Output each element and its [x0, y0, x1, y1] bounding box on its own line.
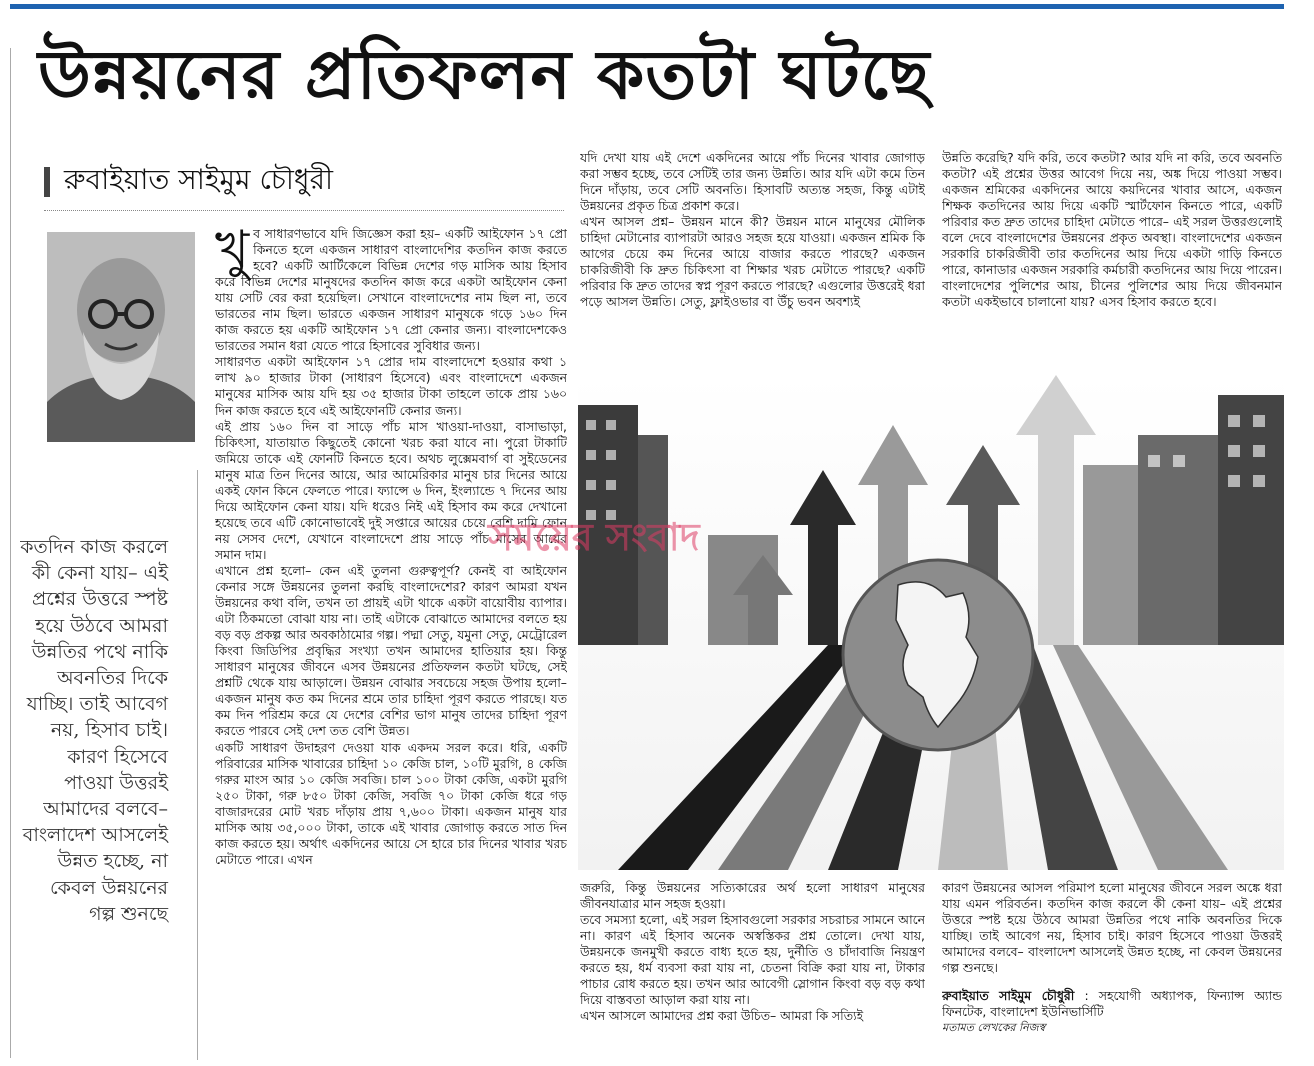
byline-bar: [44, 167, 50, 197]
col1-paragraph: এখানে প্রশ্ন হলো– কেন এই তুলনা গুরুত্বপূর্ণ? কেনই বা আইফোন কেনার সঙ্গে উন্নয়নের তুলনা করছি বাংলাদেশের? কারণ আমরা যখন উন্নয়নের কথা বলি, তখন তা প্রায়ই এটা থাকে একটা বায়োবীয় ব্যাপার। এটা ঠিকমতো বোঝা যায় না। তাই এটাকে বোঝাতে আমাদের বলতে হয় বড় বড় প্রকল্প আর অবকাঠামোর গল্প। পদ্মা সেতু, যমুনা সেতু, মেট্রোরেল কিংবা জিডিপির প্রবৃদ্ধির সংখ্যা তখন আমাদের হাতিয়ার হয়। কিন্তু সাধারণ মানুষের জীবনে এসব উন্নয়নের প্রতিফলন কতটা ঘটছে, সেই প্রশ্নটি থেকে যায় আড়ালে। উন্নয়ন বোঝার সবচেয়ে সহজ উপায় হলো– একজন মানুষ কত কম দিনের শ্রমে তার চাহিদা পূরণ করতে পারছে। যত কম দিন পরিশ্রম করে যে দেশের বেশির ভাগ মানুষ তাদের চাহিদা পূরণ করতে পারবে সেই দেশ তত বেশি উন্নত।: [215, 562, 567, 739]
bangladesh-growth-arrows-illustration: [578, 375, 1284, 870]
headline: উন্নয়নের প্রতিফলন কতটা ঘটছে: [38, 35, 931, 115]
dropcap: খু: [215, 226, 250, 280]
pull-quote: কতদিন কাজ করলে কী কেনা যায়– এই প্রশ্নের উত্তরে স্পষ্ট হয়ে উঠবে আমরা উন্নতির পথে নাকি অবনতির দিকে যাচ্ছি। তাই আবেগ নয়, হিসাব চাই। কারণ হিসেবে পাওয়া উত্তরই আমাদের বলবে– বাংলাদেশ আসলেই উন্নত হচ্ছে, না কেবল উন্নয়নের গল্প শুনছে: [20, 536, 168, 925]
author-portrait: [47, 232, 195, 442]
column-rule-1: [197, 470, 198, 1060]
col2-paragraph: জরুরি, কিন্তু উন্নয়নের সত্যিকারের অর্থ হলো সাধারণ মানুষের জীবনযাত্রার মান সহজ হওয়া।: [580, 880, 925, 912]
watermark: সময়ের সংবাদ: [488, 515, 700, 559]
col1-paragraph: সাধারণত একটা আইফোন ১৭ প্রোর দাম বাংলাদেশে হওয়ার কথা ১ লাখ ৯০ হাজার টাকা (সাধারণ হিসেবে) এবং বাংলাদেশে একজন মানুষের মাসিক আয় যদি হয় ৩৫ হাজার টাকা তাহলে তাকে প্রায় ১৬০ দিন কাজ করতে হবে এই আইফোনটি কেনার জন্য।: [215, 354, 567, 418]
col2-paragraph: তবে সমস্যা হলো, এই সরল হিসাবগুলো সরকার সচরাচর সামনে আনে না। কারণ এই হিসাব অনেক অস্বস্তিকর প্রশ্ন তোলে। দেখা যায়, উন্নয়নকে জনমুখী করতে বাধ্য হতে হয়, দুর্নীতি ও চাঁদাবাজি নিয়ন্ত্রণ করতে হয়, ধর্ম ব্যবসা করা যায় না, চেতনা বিক্রি করা যায় না, টাকার পাচার রোধ করতে হয়। তখন আর আবেগী স্লোগান কিংবা বড় বড় কথা দিয়ে বাস্তবতা আড়াল করা যায় না।: [580, 912, 925, 1008]
top-accent-bar: [10, 4, 1284, 9]
left-margin-rule: [10, 48, 11, 1058]
portrait-icon: [47, 232, 195, 442]
article-column-3-bottom: [942, 880, 1282, 1062]
col2-paragraph: যদি দেখা যায় এই দেশে একদিনের আয়ে পাঁচ দিনের খাবার জোগাড় করা সম্ভব হচ্ছে, তবে সেটিই তার জন্য উন্নতি। আর যদি এটা কমে তিন দিনে দাঁড়ায়, তবে সেটি অবনতি। হিসাবটি অত্যন্ত সহজ, কিন্তু এটাই উন্নয়নের প্রকৃত চিত্র প্রকাশ করে।: [580, 150, 925, 214]
author-note-desc: : সহযোগী অধ্যাপক, ফিন্যান্স অ্যান্ড ফিনটেক, বাংলাদেশ ইউনিভার্সিটি: [942, 988, 1282, 1020]
growth-illustration: [578, 375, 1284, 870]
author-name: রুবাইয়াত সাইমুম চৌধুরী: [64, 163, 334, 196]
author-note: [942, 988, 1282, 1020]
article-column-2-bottom: [580, 880, 925, 1062]
article-column-2-top: [580, 150, 925, 364]
col2-paragraph: এখন আসলে আমাদের প্রশ্ন করা উচিত– আমরা কি সত্যিই: [580, 1008, 864, 1024]
col3-paragraph: উন্নতি করেছি? যদি করি, তবে কতটা? আর যদি না করি, তবে অবনতি কতটা? এই প্রশ্নের উত্তর আবেগ দিয়ে নয়, অঙ্ক দিয়ে পাওয়া সম্ভব। একজন শ্রমিকের একদিনের আয়ে কয়দিনের খাবার আসে, একজন শিক্ষক কতদিনের আয় দিয়ে একটি স্মার্টফোন কিনতে পারে, একটি পরিবার কত দ্রুত তাদের চাহিদা মেটাতে পারে– এই সরল উত্তরগুলোই বলে দেবে বাংলাদেশের উন্নয়নের প্রকৃত অবস্থা। বাংলাদেশের একজন সরকারি চাকরিজীবী তার কতদিনের আয় দিয়ে একটা গাড়ি কিনতে পারে, কানাডার একজন সরকারি কর্মচারী কতদিনের আয় দিয়ে পারেন। বাংলাদেশের পুলিশের আয়, চীনের পুলিশের আয় দিয়ে জীবনমান কতটা একইভাবে চালানো যায়? এসব হিসাব করতে হবে।: [942, 150, 1282, 310]
article-column-3-top: [942, 150, 1282, 364]
col1-paragraph: ব সাধারণভাবে যদি জিজ্ঞেস করা হয়– একটি আইফোন ১৭ প্রো কিনতে হলে একজন সাধারণ বাংলাদেশির কতদিন কাজ করতে হবে? একটি আর্টিকেলে বিভিন্ন দেশের গড় মাসিক আয় হিসাব করে বিভিন্ন দেশের মানুষদের কতদিন কাজ করে একটা আইফোন কেনা যায় সেটি বের করা হয়েছিল। সেখানে বাংলাদেশের নাম ছিল না, তবে ভারতের নাম ছিল। ভারতে একজন সাধারণ মানুষকে গড়ে ১৬০ দিন কাজ করতে হয় একটি আইফোন ১৭ প্রো কেনার জন্য। বাংলাদেশকেও ভারতের সমান ধরা যেতে পারে হিসাবের সুবিধার জন্য।: [215, 226, 567, 354]
byline: [44, 160, 333, 200]
col2-paragraph: এখন আসল প্রশ্ন– উন্নয়ন মানে কী? উন্নয়ন মানে মানুষের মৌলিক চাহিদা মেটানোর ব্যাপারটা আরও সহজ হয়ে যাওয়া। একজন শ্রমিক কি আগের চেয়ে কম দিনের আয়ে বাজার করতে পারছে? একজন চাকরিজীবী কি দ্রুত চিকিৎসা বা শিক্ষার খরচ মেটাতে পারছে? একটি পরিবার কি দ্রুত তাদের স্বপ্ন পূরণ করতে পারছে? এগুলোর উত্তরেই ধরা পড়ে আসল উন্নতি। সেতু, ফ্লাইওভার বা উঁচু ভবন অবশ্যই: [580, 214, 925, 310]
article-column-1: [215, 226, 567, 1062]
author-note-name: রুবাইয়াত সাইমুম চৌধুরী: [942, 988, 1075, 1004]
opinion-disclaimer: মতামত লেখকের নিজস্ব: [942, 1021, 1046, 1035]
col1-paragraph: একটি সাধারণ উদাহরণ দেওয়া যাক একদম সরল করে। ধরি, একটি পরিবারের মাসিক খাবারের চাহিদা ১০ কেজি চাল, ১০টি মুরগি, ৪ কেজি গরুর মাংস আর ১০ কেজি সবজি। চাল ১০০ টাকা কেজি, একটা মুরগি ২৫০ টাকা, গরু ৮৫০ টাকা কেজি, সবজি ৭০ টাকা কেজি ধরে গড় বাজারদরের মোট খরচ দাঁড়ায় প্রায় ৭,৬০০ টাকা। একজন মানুষ যার মাসিক আয় ৩৫,০০০ টাকা, তাকে এই খাবার জোগাড় করতে সাত দিন কাজ করতে হয়। অর্থাৎ একদিনের আয়ে সে হারে চার দিনের খাবার খরচ মেটাতে পারে। এখন: [215, 739, 567, 867]
col1-paragraph: এই প্রায় ১৬০ দিন বা সাড়ে পাঁচ মাস খাওয়া-দাওয়া, বাসাভাড়া, চিকিৎসা, যাতায়াত কিছুতেই কোনো খরচ করা যাবে না। পুরো টাকাটি জমিয়ে তাকে এই ফোনটি কিনতে হবে। অথচ লুক্সেমবার্গ বা সুইডেনের মানুষ মাত্র তিন দিনের আয়ে, আর আমেরিকার মানুষ চার দিনের আয়ে একই ফোন কিনে ফেলতে পারে। ফ্যান্সে ৬ দিন, ইংল্যান্ডে ৭ দিনের আয় দিয়ে আইফোন কেনা যায়। যদি ধরেও নিই এই হিসাব কম করে দেখানো হয়েছে তবে এটি কোনোভাবেই দুই সপ্তারে আয়ের চেয়ে বেশি দামি ফোন নয় সেসব দেশে, যেখানে বাংলাদেশে প্রায় সাড়ে পাঁচ মাসের আয়ের সমান দাম।: [215, 418, 567, 562]
col3-paragraph: কারণ উন্নয়নের আসল পরিমাপ হলো মানুষের জীবনে সরল অঙ্কে ধরা যায় এমন পরিবর্তন। কতদিন কাজ করলে কী কেনা যায়– এই প্রশ্নের উত্তরে স্পষ্ট হয়ে উঠবে আমরা উন্নতির পথে নাকি অবনতির দিকে যাচ্ছি। তাই আবেগ নয়, হিসাব চাই। কারণ হিসেবে পাওয়া উত্তরই আমাদের বলবে– বাংলাদেশ আসলেই উন্নত হচ্ছে, না কেবল উন্নয়নের গল্প শুনছে।: [942, 880, 1282, 976]
byline-divider: [44, 210, 564, 211]
